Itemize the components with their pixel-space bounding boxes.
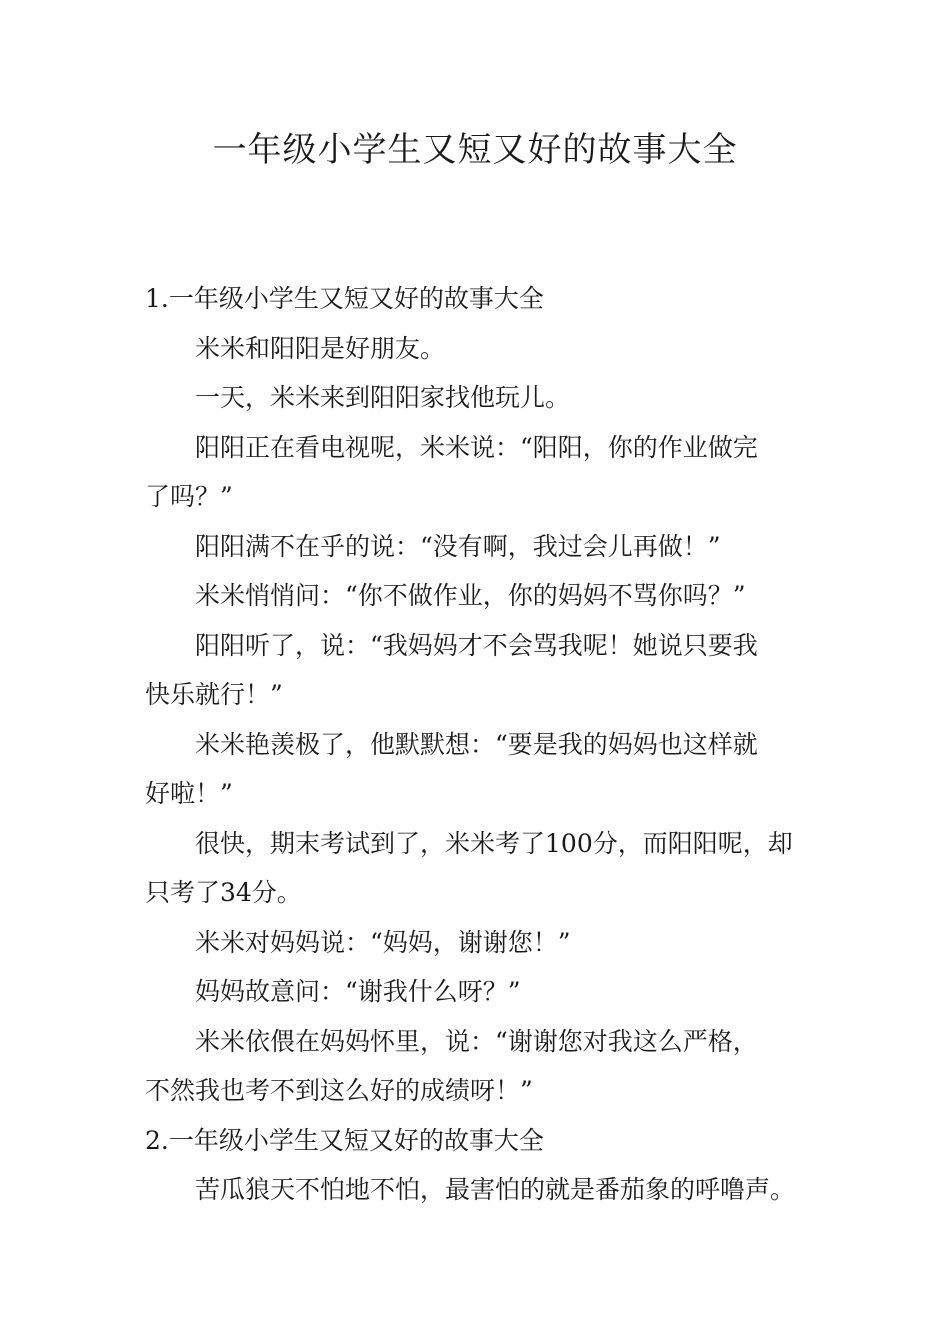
paragraph-line: 好啦！” — [145, 779, 233, 808]
paragraph-line: 不然我也考不到这么好的成绩呀！” — [145, 1076, 533, 1105]
document-title: 一年级小学生又短又好的故事大全 — [212, 130, 738, 170]
paragraph-line: 快乐就行！” — [145, 680, 283, 709]
heading-line: 1.一年级小学生又短又好的故事大全 — [145, 284, 544, 313]
paragraph-line: 阳阳听了，说：“我妈妈才不会骂我呢！她说只要我 — [195, 630, 758, 660]
paragraph-line: 阳阳满不在乎的说：“没有啊，我过会儿再做！” — [195, 531, 721, 561]
paragraph-line: 米米悄悄问：“你不做作业，你的妈妈不骂你吗？” — [195, 581, 746, 610]
paragraph-line: 很快，期末考试到了，米米考了100分，而阳阳呢，却 — [195, 828, 793, 858]
paragraph-line: 阳阳正在看电视呢，米米说：“阳阳，你的作业做完 — [195, 432, 758, 462]
paragraph-line: 米米和阳阳是好朋友。 — [195, 333, 446, 363]
paragraph-line: 妈妈故意问：“谢我什么呀？” — [195, 977, 521, 1006]
paragraph-line: 只考了34分。 — [145, 878, 302, 907]
paragraph-line: 米米依偎在妈妈怀里，说：“谢谢您对我这么严格， — [195, 1026, 758, 1056]
paragraph-line: 一天，米米来到阳阳家找他玩儿。 — [195, 383, 571, 412]
paragraph-line: 了吗？” — [145, 482, 233, 511]
paragraph-line: 苦瓜狼天不怕地不怕，最害怕的就是番茄象的呼噜声。 — [195, 1175, 796, 1204]
document-body — [145, 274, 810, 1215]
paragraph-line: 米米对妈妈说：“妈妈，谢谢您！” — [195, 927, 571, 957]
heading-line: 2.一年级小学生又短又好的故事大全 — [145, 1125, 544, 1155]
paragraph-line: 米米艳羡极了，他默默想：“要是我的妈妈也这样就 — [195, 729, 758, 759]
